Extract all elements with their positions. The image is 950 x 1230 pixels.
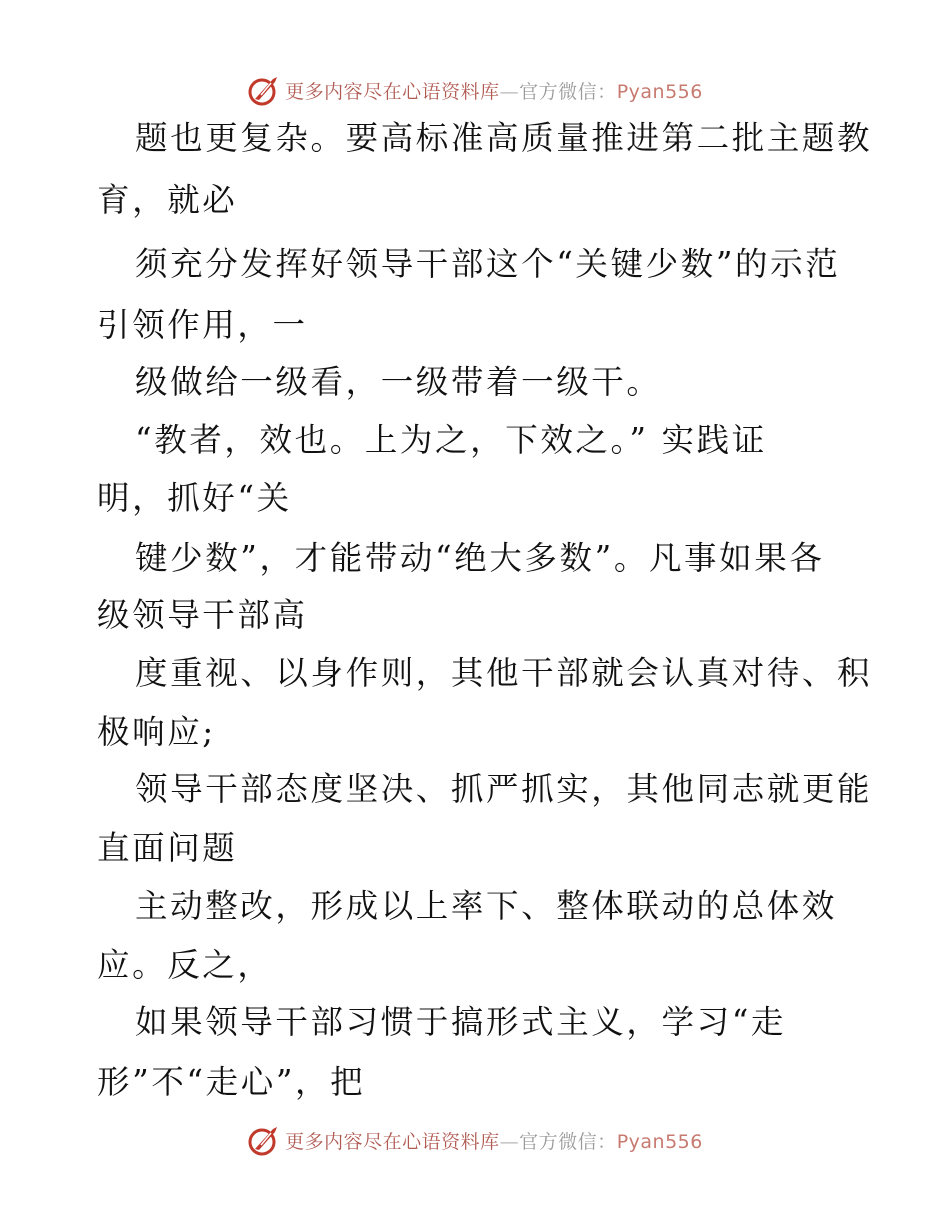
text-line: 须充分发挥好领导干部这个“关键少数”的示范 bbox=[135, 245, 841, 283]
text-line: 领导干部态度坚决、抓严抓实，其他同志就更能 bbox=[135, 770, 873, 808]
footer-watermark bbox=[0, 1120, 950, 1160]
watermark-account: Pyan556 bbox=[616, 1130, 703, 1153]
text-line: 度重视、以身作则，其他干部就会认真对待、积 bbox=[135, 654, 873, 692]
text-line: 形”不“走心”，把 bbox=[97, 1063, 366, 1101]
text-line: 键少数”，才能带动“绝大多数”。凡事如果各 bbox=[135, 539, 825, 577]
text-line: 应。反之， bbox=[97, 946, 273, 984]
text-line: 级领导干部高 bbox=[97, 596, 308, 634]
watermark-label: 官方微信： bbox=[519, 80, 617, 103]
watermark-brand: 更多内容尽在心语资料库 bbox=[285, 1130, 500, 1153]
text-line: 级做给一级看，一级带着一级干。 bbox=[135, 363, 662, 401]
text-line: 直面问题 bbox=[97, 829, 238, 867]
text-line: 主动整改，形成以上率下、整体联动的总体效 bbox=[135, 887, 838, 925]
watermark-dash: — bbox=[499, 1130, 520, 1153]
watermark-account: Pyan556 bbox=[616, 80, 703, 103]
watermark-text bbox=[285, 1127, 703, 1154]
text-line: 极响应; bbox=[97, 713, 216, 751]
text-line: 题也更复杂。要高标准高质量推进第二批主题教 bbox=[135, 119, 873, 157]
header-watermark bbox=[0, 70, 950, 110]
watermark-brand: 更多内容尽在心语资料库 bbox=[285, 80, 500, 103]
watermark-label: 官方微信： bbox=[519, 1130, 617, 1153]
text-line: 育，就必 bbox=[97, 181, 238, 219]
watermark-dash: — bbox=[499, 80, 520, 103]
quill-logo-icon bbox=[247, 73, 281, 107]
text-line: 如果领导干部习惯于搞形式主义，学习“走 bbox=[135, 1003, 787, 1041]
text-line: 引领作用，一 bbox=[97, 306, 308, 344]
text-line: “教者，效也。上为之，下效之。” 实践证 bbox=[135, 421, 767, 459]
text-line: 明，抓好“关 bbox=[97, 479, 292, 517]
watermark-text bbox=[285, 77, 703, 104]
quill-logo-icon bbox=[247, 1123, 281, 1157]
